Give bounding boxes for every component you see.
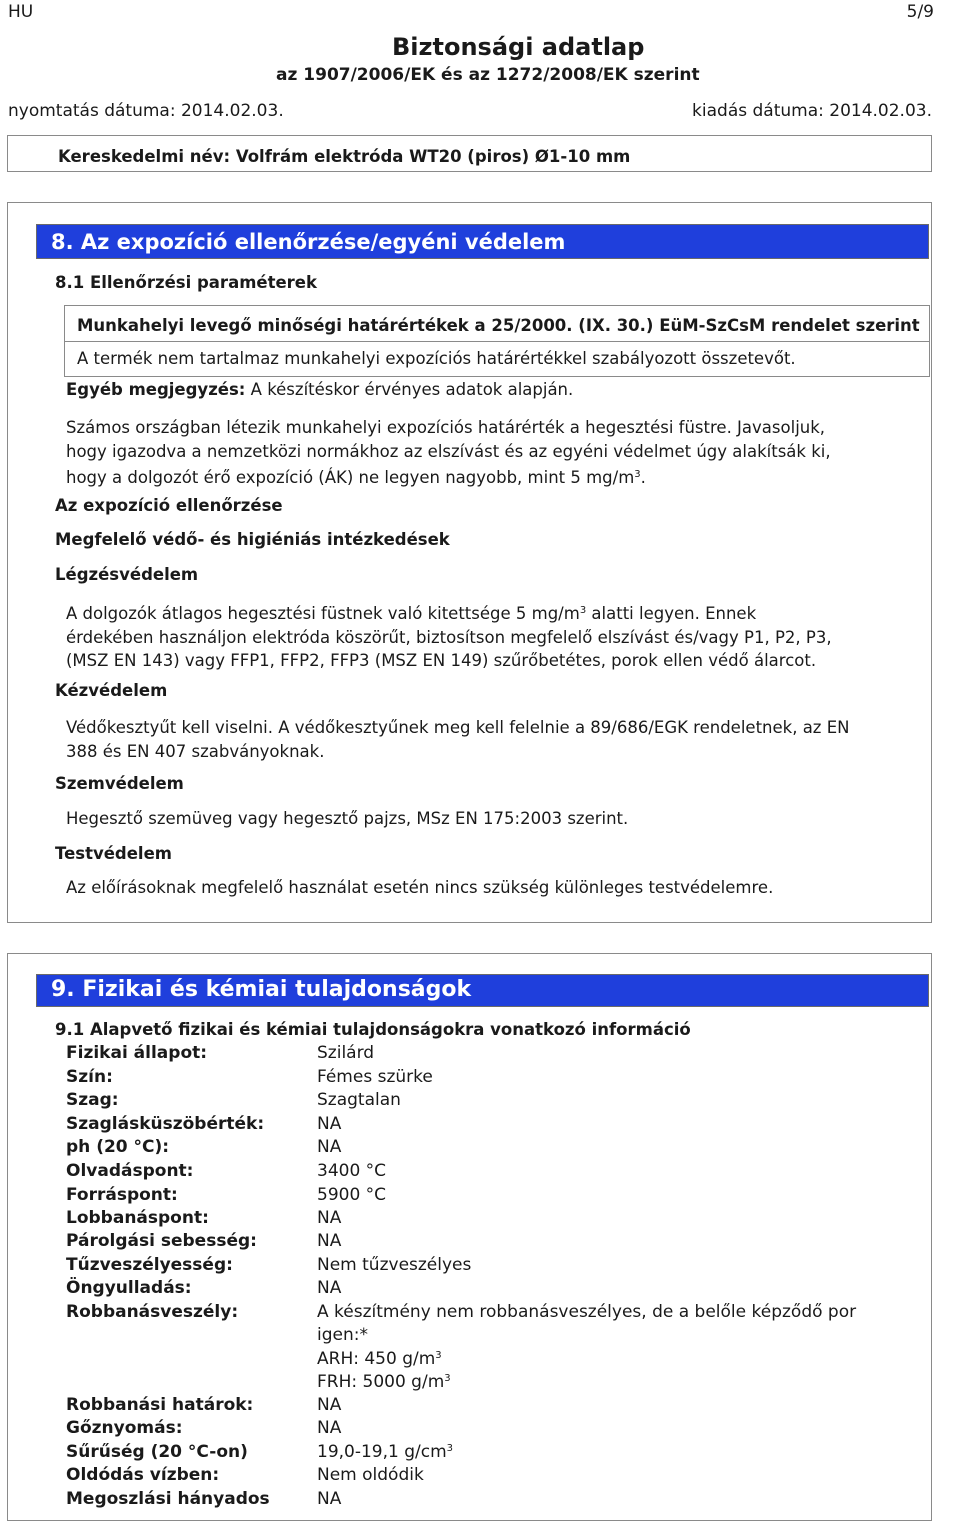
welding-fume-paragraph xyxy=(66,416,831,490)
hand-text xyxy=(66,716,849,763)
property-label: Szag: xyxy=(66,1090,119,1110)
property-value-cont: igen:* xyxy=(317,1325,368,1345)
property-value: Nem tűzveszélyes xyxy=(317,1255,472,1275)
hand-heading: Kézvédelem xyxy=(55,681,168,700)
property-label: Sűrűség (20 °C-on) xyxy=(66,1442,248,1462)
hand-line1: Védőkesztyűt kell viselni. A védőkesztyűnek meg kell felelnie a 89/686/EGK rendeletnek, az EN xyxy=(66,718,850,737)
property-value: Szilárd xyxy=(317,1043,375,1063)
property-label: Fizikai állapot: xyxy=(66,1043,208,1063)
property-value: NA xyxy=(317,1489,342,1509)
property-label: Öngyulladás: xyxy=(66,1278,192,1298)
property-value: NA xyxy=(317,1418,342,1438)
property-value: NA xyxy=(317,1278,342,1298)
property-value: A készítmény nem robbanásveszélyes, de a belőle képződő por xyxy=(317,1302,857,1322)
section-8-1-title: 8.1 Ellenőrzési paraméterek xyxy=(55,273,317,292)
property-label: Tűzveszélyesség: xyxy=(66,1255,233,1275)
resp-line3: (MSZ EN 143) vagy FFP1, FFP2, FFP3 (MSZ EN 149) szűrőbetétes, porok ellen védő álarcot. xyxy=(66,651,817,670)
issue-date: kiadás dátuma: 2014.02.03. xyxy=(692,101,932,121)
property-value-frh: FRH: 5000 $g/m^3$ xyxy=(317,1372,451,1392)
property-value: NA xyxy=(317,1208,342,1228)
property-label: Párolgási sebesség: xyxy=(66,1231,257,1251)
property-value: NA xyxy=(317,1114,342,1134)
property-label: Oldódás vízben: xyxy=(66,1465,220,1485)
language-code: HU xyxy=(8,2,34,22)
body-text: Az előírásoknak megfelelő használat esetén nincs szükség különleges testvédelemre. xyxy=(66,878,774,897)
measures-heading: Megfelelő védő- és higiéniás intézkedések xyxy=(55,530,450,549)
limits-text: A termék nem tartalmaz munkahelyi expozíciós határértékkel szabályozott összetevőt. xyxy=(77,349,796,368)
property-value: Szagtalan xyxy=(317,1090,401,1110)
property-label: Forráspont: xyxy=(66,1185,178,1205)
print-date: nyomtatás dátuma: 2014.02.03. xyxy=(8,101,284,121)
document-title: Biztonsági adatlap xyxy=(392,33,645,61)
property-value: 5900 °C xyxy=(317,1185,387,1205)
resp-line2: érdekében használjon elektróda köszörűt, biztosítson megfelelő elszívást és/vagy P1, P2, P3, xyxy=(66,627,832,647)
trade-name: Kereskedelmi név: Volfrám elektróda WT20 (piros) Ø1-10 mm xyxy=(58,147,631,166)
property-label: Gőznyomás: xyxy=(66,1418,183,1438)
document-subtitle: az 1907/2006/EK és az 1272/2008/EK szerint xyxy=(276,65,700,85)
section-8-title: 8. Az expozíció ellenőrzése/egyéni védelem xyxy=(51,230,566,254)
hand-line2: 388 és EN 407 szabványoknak. xyxy=(66,741,325,761)
property-label: Robbanási határok: xyxy=(66,1395,254,1415)
para1-line3: hogy a dolgozót érő expozíció (ÁK) ne legyen nagyobb, mint 5 $mg/m^3$. xyxy=(66,468,646,487)
limits-text-row xyxy=(64,341,930,377)
property-value: NA xyxy=(317,1395,342,1415)
page-number: 5/9 xyxy=(906,2,934,22)
resp-line1: A dolgozók átlagos hegesztési füstnek való kitettsége 5 $mg/m^3$ alatti legyen. Ennek xyxy=(66,604,757,623)
property-value: 3400 °C xyxy=(317,1161,387,1181)
note-line xyxy=(66,380,573,399)
property-value: 19,0-19,1 $g/cm^3$ xyxy=(317,1442,454,1462)
section-8-title-bar xyxy=(36,224,929,259)
eye-text: Hegesztő szemüveg vagy hegesztő pajzs, MSz EN 175:2003 szerint. xyxy=(66,809,629,828)
section-9-title: 9. Fizikai és kémiai tulajdonságok xyxy=(51,977,472,1002)
property-label: Szín: xyxy=(66,1067,113,1087)
property-value: Fémes szürke xyxy=(317,1067,433,1087)
exposure-heading: Az expozíció ellenőrzése xyxy=(55,496,283,515)
property-value: Nem oldódik xyxy=(317,1465,424,1485)
note-text: A készítéskor érvényes adatok alapján. xyxy=(250,380,574,399)
property-label: Megoszlási hányados xyxy=(66,1489,270,1509)
property-value-arh: ARH: 450 $g/m^3$ xyxy=(317,1349,442,1369)
property-label: ph (20 °C): xyxy=(66,1137,170,1157)
property-label: Robbanásveszély: xyxy=(66,1302,239,1322)
eye-heading: Szemvédelem xyxy=(55,774,184,793)
property-label: Lobbanáspont: xyxy=(66,1208,209,1228)
para1-line1: Számos országban létezik munkahelyi expozíciós határérték a hegesztési füstre. Javasoljuk, xyxy=(66,418,826,437)
note-label: Egyéb megjegyzés: xyxy=(66,380,246,399)
para1-line2: hogy igazodva a nemzetközi normákhoz az elszívást és az egyéni védelmet úgy alakítsák ki, xyxy=(66,441,831,461)
property-value: NA xyxy=(317,1231,342,1251)
respiratory-text xyxy=(66,599,832,673)
property-label: Szaglásküszöbérték: xyxy=(66,1114,265,1134)
property-value: NA xyxy=(317,1137,342,1157)
section-9-title-bar xyxy=(36,974,929,1007)
limits-heading: Munkahelyi levegő minőségi határértékek a 25/2000. (IX. 30.) EüM-SzCsM rendelet szerint xyxy=(77,316,920,335)
property-label: Olvadáspont: xyxy=(66,1161,194,1181)
body-heading: Testvédelem xyxy=(55,844,172,863)
respiratory-heading: Légzésvédelem xyxy=(55,565,199,584)
section-9-1-title: 9.1 Alapvető fizikai és kémiai tulajdonságokra vonatkozó információ xyxy=(55,1020,691,1039)
trade-name-box xyxy=(7,135,932,172)
